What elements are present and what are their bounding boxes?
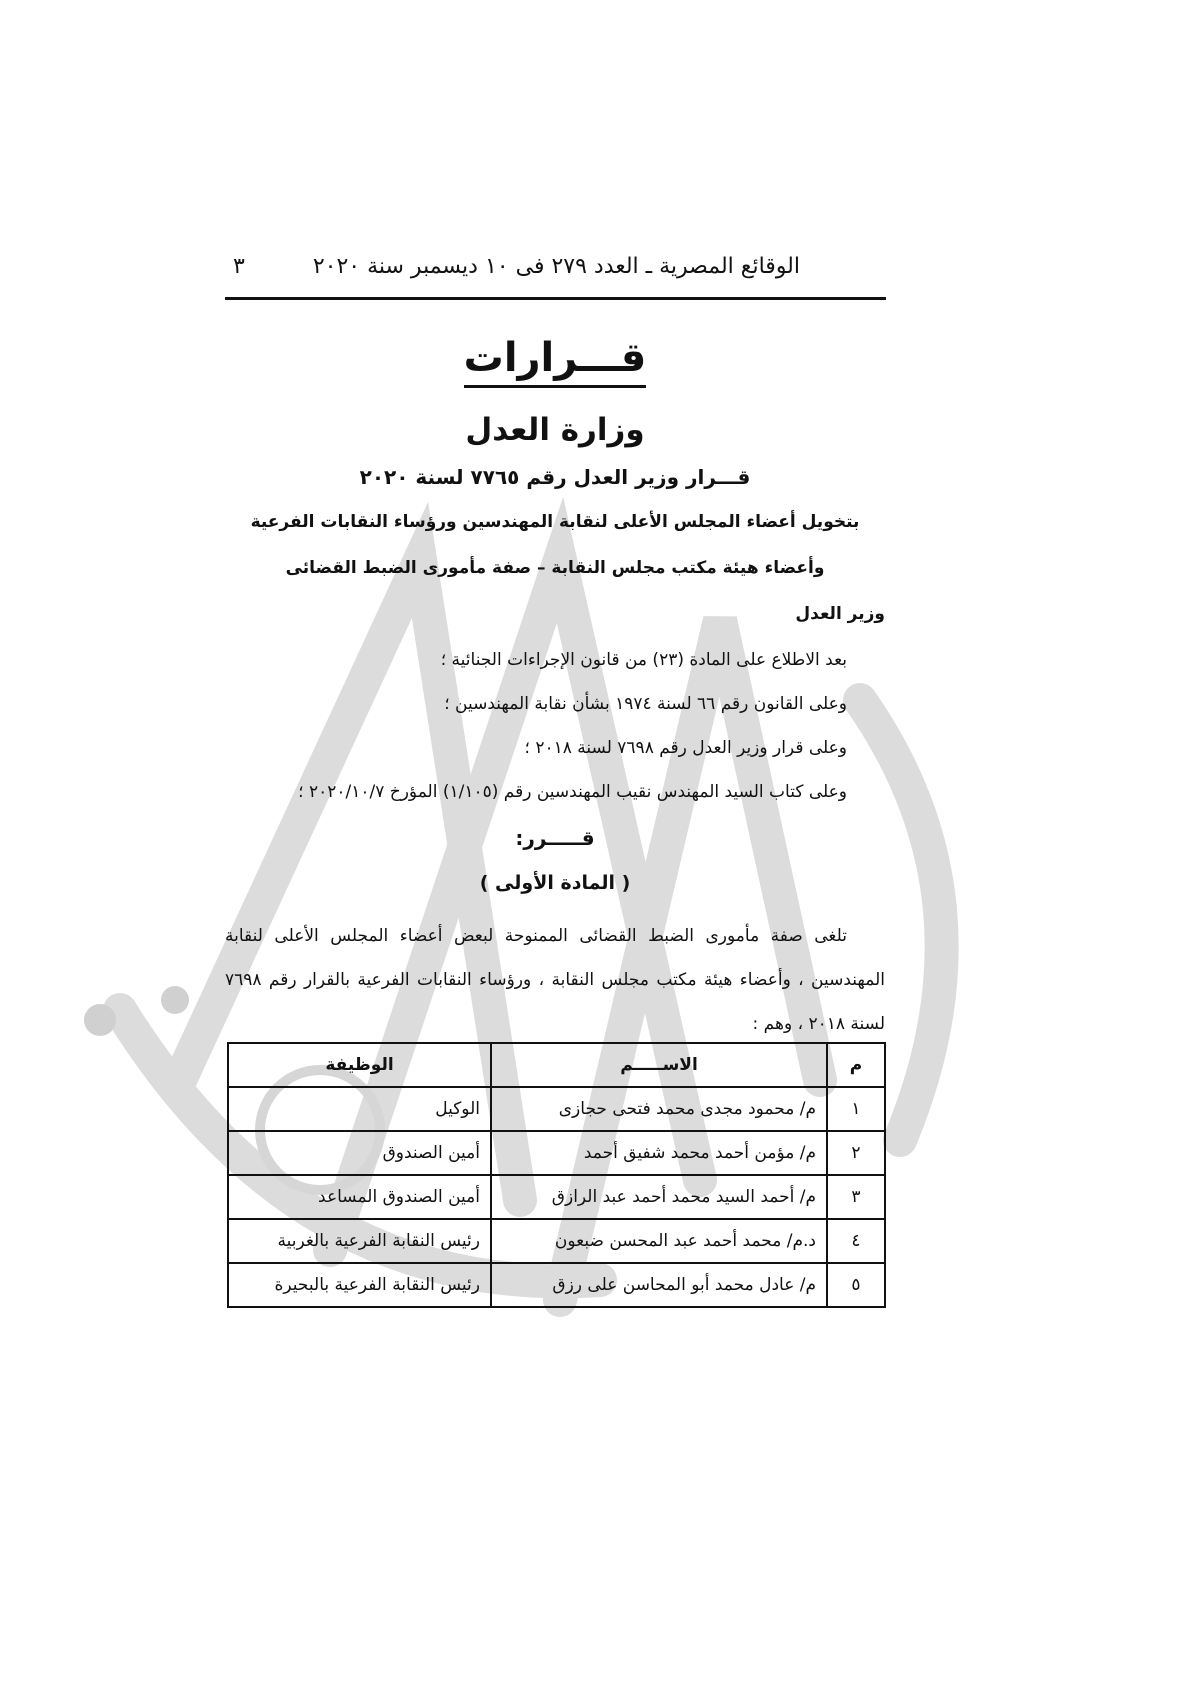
row-name: م/ مؤمن أحمد محمد شفيق أحمد [491, 1131, 827, 1175]
article-text: تلغى صفة مأمورى الضبط القضائى الممنوحة لبعض أعضاء المجلس الأعلى لنقابة المهندسين ، وأعضاء هيئة مكتب مجلس النقابة ، ورؤساء النقابات الفرعية بالقرار رقم ٧٦٩٨ لسنة ٢٠١٨ ، وهم : [225, 926, 885, 1034]
preamble-line: وعلى القانون رقم ٦٦ لسنة ١٩٧٤ بشأن نقابة المهندسين ؛ [444, 694, 847, 714]
row-name: م/ عادل محمد أبو المحاسن على رزق [491, 1263, 827, 1307]
preamble-line: وعلى كتاب السيد المهندس نقيب المهندسين رقم (١/١٠٥) المؤرخ ٢٠٢٠/١٠/٧ ؛ [298, 782, 847, 802]
ministry-title: وزارة العدل [465, 412, 645, 448]
section-title [225, 335, 885, 381]
page-number: ٣ [233, 254, 245, 279]
members-table [227, 1042, 886, 1308]
table-row [228, 1131, 885, 1175]
preamble-line: بعد الاطلاع على المادة (٢٣) من قانون الإجراءات الجنائية ؛ [440, 650, 847, 670]
row-number: ٤ [827, 1219, 885, 1263]
col-header-job: الوظيفة [228, 1043, 491, 1087]
col-header-name: الاســـــم [491, 1043, 827, 1087]
row-job: رئيس النقابة الفرعية بالبحيرة [228, 1263, 491, 1307]
row-job: أمين الصندوق [228, 1131, 491, 1175]
subtitle-line: بتخويل أعضاء المجلس الأعلى لنقابة المهندسين ورؤساء النقابات الفرعية [250, 512, 860, 532]
col-header-number: م [827, 1043, 885, 1087]
table-row [228, 1087, 885, 1131]
article-title: ( المادة الأولى ) [479, 872, 631, 894]
row-number: ٣ [827, 1175, 885, 1219]
row-name: م/ أحمد السيد محمد أحمد عبد الرازق [491, 1175, 827, 1219]
section-title-text: قـــرارات [464, 335, 647, 388]
row-job: أمين الصندوق المساعد [228, 1175, 491, 1219]
page-header [225, 248, 885, 288]
table-row [228, 1175, 885, 1219]
row-name: د.م/ محمد أحمد عبد المحسن ضبعون [491, 1219, 827, 1263]
row-job: رئيس النقابة الفرعية بالغربية [228, 1219, 491, 1263]
minister-label: وزير العدل [795, 604, 885, 624]
preamble-line: وعلى قرار وزير العدل رقم ٧٦٩٨ لسنة ٢٠١٨ ؛ [524, 738, 847, 758]
row-number: ١ [827, 1087, 885, 1131]
table-row [228, 1263, 885, 1307]
subtitle-line: وأعضاء هيئة مكتب مجلس النقابة – صفة مأمورى الضبط القضائى [285, 558, 825, 578]
table-row [228, 1219, 885, 1263]
row-name: م/ محمود مجدى محمد فتحى حجازى [491, 1087, 827, 1131]
row-job: الوكيل [228, 1087, 491, 1131]
decree-title: قـــرار وزير العدل رقم ٧٧٦٥ لسنة ٢٠٢٠ [359, 465, 751, 489]
table-header-row [228, 1043, 885, 1087]
decided-label: قـــــرر: [515, 826, 595, 850]
row-number: ٥ [827, 1263, 885, 1307]
header-title: الوقائع المصرية ـ العدد ٢٧٩ فى ١٠ ديسمبر سنة ٢٠٢٠ [312, 254, 800, 279]
row-number: ٢ [827, 1131, 885, 1175]
header-rule [225, 297, 886, 300]
